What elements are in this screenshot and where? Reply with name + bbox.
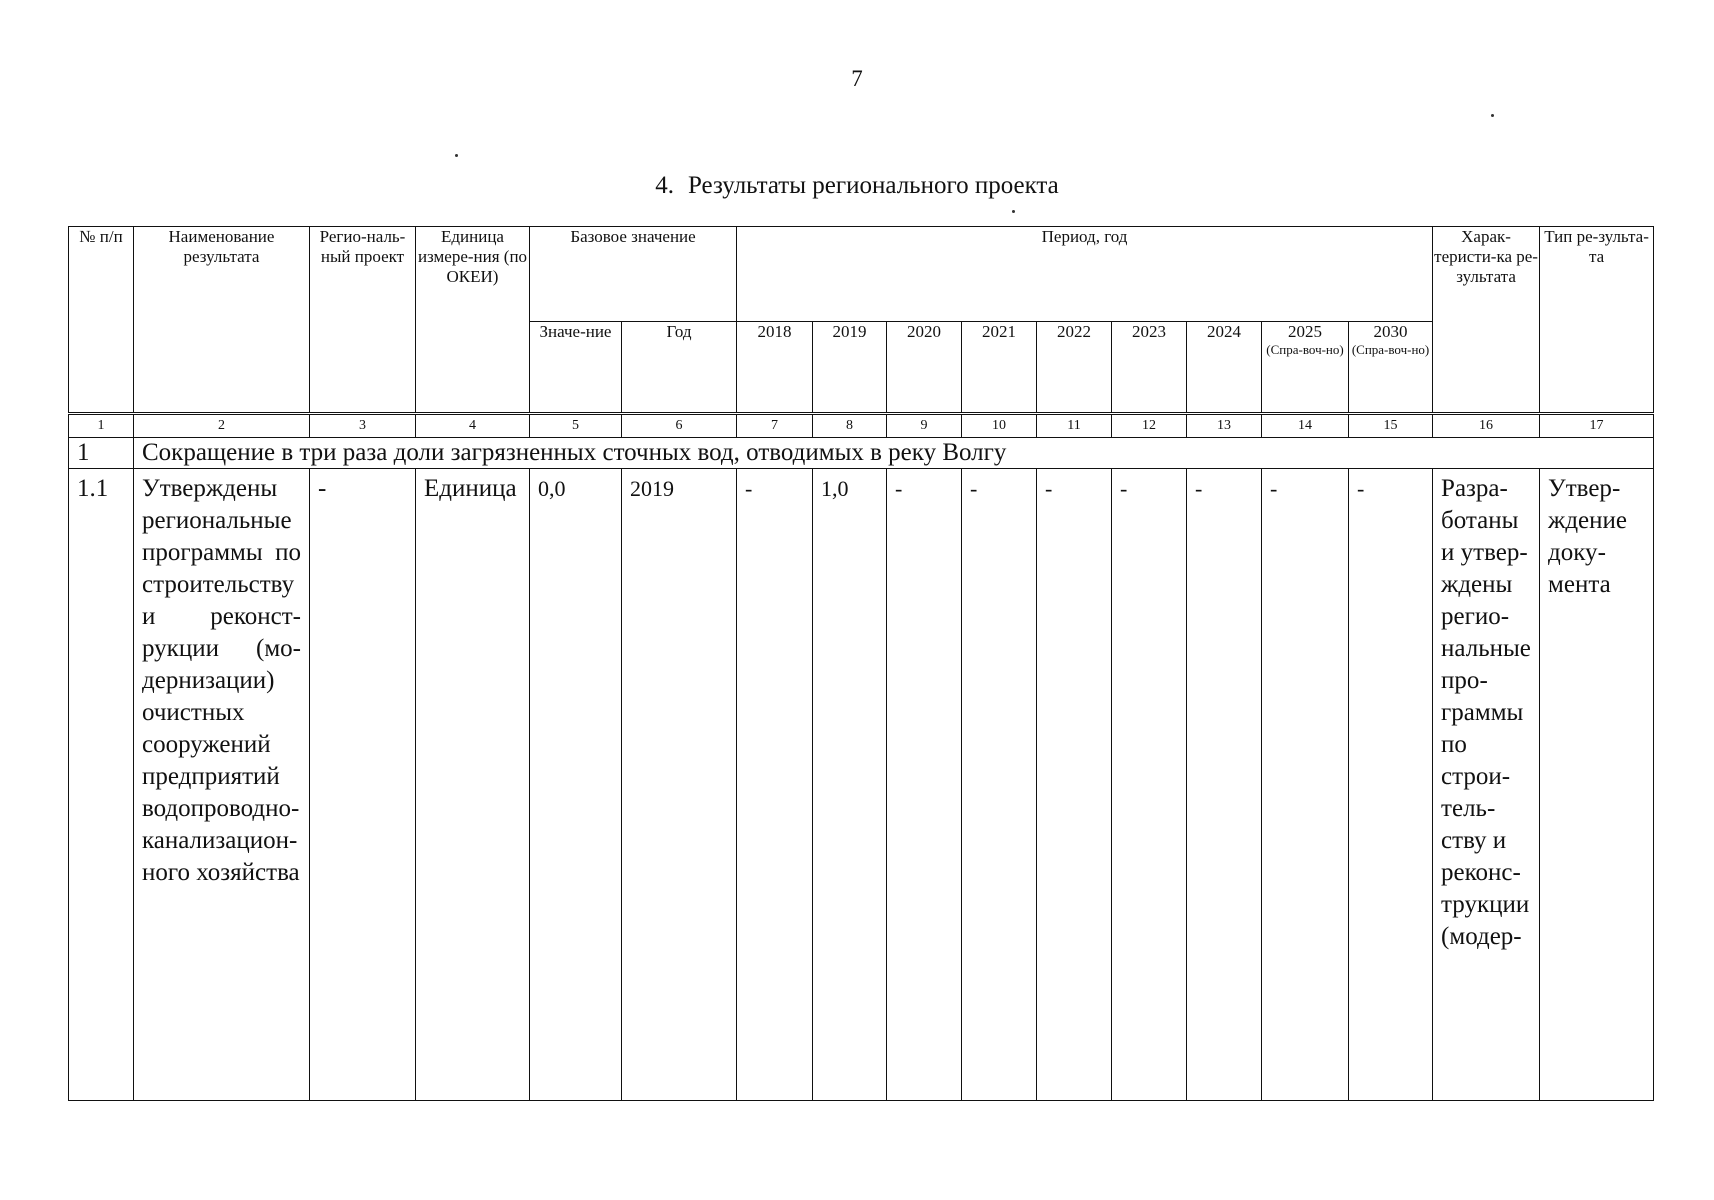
row-period-2024: - [1187,469,1262,1101]
column-number: 3 [310,414,416,438]
section-row-text: Сокращение в три раза доли загрязненных сточных вод, отводимых в реку Волгу [134,438,1654,469]
header-row-1 [69,227,1654,322]
column-number: 5 [530,414,622,438]
row-period-2022: - [1037,469,1112,1101]
column-number: 2 [134,414,310,438]
column-number: 11 [1037,414,1112,438]
row-period-2025: - [1262,469,1349,1101]
header-result-type: Тип ре-зульта-та [1540,227,1654,414]
header-base-value-year: Год [622,322,737,414]
header-year-2024: 2024 [1187,322,1262,414]
column-number: 10 [962,414,1037,438]
row-period-2023: - [1112,469,1187,1101]
header-year-2019: 2019 [813,322,887,414]
header-year-2022: 2022 [1037,322,1112,414]
header-regional-project: Регио-наль-ный проект [310,227,416,414]
row-period-2018: - [737,469,813,1101]
row-characteristic: Разработаны и утверждены региональные программы по строительству и реконструкции (модер- [1433,469,1540,1101]
scan-speck [455,154,458,157]
scan-speck [1491,114,1494,117]
table-row [69,469,1654,1101]
header-year-2025-label: 2025 [1288,322,1323,341]
column-number: 1 [69,414,134,438]
header-unit: Единица измере-ния (по ОКЕИ) [416,227,530,414]
header-characteristic: Харак-теристи-ка ре-зультата [1433,227,1540,414]
row-base-value: 0,0 [530,469,622,1101]
header-period: Период, год [737,227,1433,322]
header-year-2030-label: 2030 [1373,322,1408,341]
header-year-2023: 2023 [1112,322,1187,414]
header-year-2030-note: (Спра-воч-но) [1351,342,1430,357]
header-year-2025-note: (Спра-воч-но) [1266,342,1344,357]
header-year-2030 [1349,322,1433,414]
header-year-2021: 2021 [962,322,1037,414]
column-number: 8 [813,414,887,438]
column-number: 17 [1540,414,1654,438]
scan-speck [1012,210,1015,213]
row-name: Утверждены региональные программы по строительству и реконструкции (модернизации) очистных сооружений предприятий водопроводно-канализационного хозяйства [134,469,310,1101]
row-period-2020: - [887,469,962,1101]
section-number: 4. [655,172,674,199]
row-period-2030: - [1349,469,1433,1101]
row-unit: Единица [416,469,530,1101]
page-number: 7 [851,66,863,91]
column-number: 4 [416,414,530,438]
header-base-value: Базовое значение [530,227,737,322]
row-result-type: Утверждение документа [1540,469,1654,1101]
column-numbers-row [69,414,1654,438]
header-name: Наименование результата [134,227,310,414]
column-number: 13 [1187,414,1262,438]
header-num: № п/п [69,227,134,414]
section-heading [0,172,1714,200]
header-year-2020: 2020 [887,322,962,414]
row-period-2019: 1,0 [813,469,887,1101]
column-number: 9 [887,414,962,438]
row-regional-project: - [310,469,416,1101]
column-number: 6 [622,414,737,438]
section-row [69,438,1654,469]
header-year-2025 [1262,322,1349,414]
row-base-year: 2019 [622,469,737,1101]
column-number: 15 [1349,414,1433,438]
column-number: 7 [737,414,813,438]
row-num: 1.1 [69,469,134,1101]
column-number: 14 [1262,414,1349,438]
column-number: 12 [1112,414,1187,438]
header-base-value-value: Значе-ние [530,322,622,414]
header-year-2018: 2018 [737,322,813,414]
column-number: 16 [1433,414,1540,438]
section-title: Результаты регионального проекта [687,172,1059,199]
section-row-num: 1 [69,438,134,469]
row-period-2021: - [962,469,1037,1101]
results-table [68,226,1654,1101]
